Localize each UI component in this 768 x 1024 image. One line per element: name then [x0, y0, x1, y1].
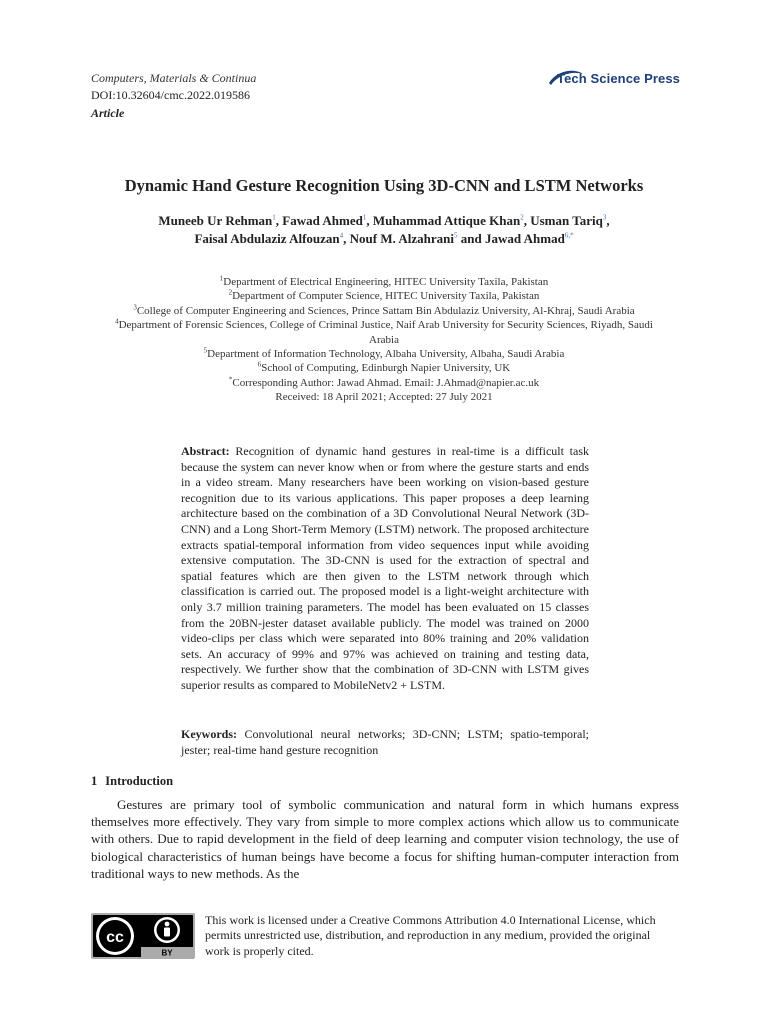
- affiliation-item: [0, 347, 768, 361]
- publisher-name: Tech Science Press: [557, 70, 680, 86]
- author-name: Usman Tariq: [530, 213, 603, 228]
- doi-link[interactable]: DOI:10.32604/cmc.2022.019586: [91, 88, 250, 102]
- affiliation-text: College of Computer Engineering and Sciences, Prince Sattam Bin Abdulaziz University, Al-Khraj, Saudi Arabia: [136, 304, 635, 317]
- affiliation-list: [0, 275, 768, 405]
- affiliation-number: 2: [228, 288, 233, 297]
- author-separator: and: [457, 231, 485, 246]
- author-separator: ,: [523, 213, 531, 228]
- author-name: Muneeb Ur Rehman: [158, 213, 273, 228]
- section-heading-introduction: [91, 774, 173, 789]
- journal-name: Computers, Materials & Continua: [91, 71, 257, 85]
- author-list: [0, 212, 768, 248]
- affiliation-number: 3: [133, 303, 137, 312]
- license-footer: [91, 913, 675, 959]
- keywords-label: Keywords:: [181, 727, 237, 741]
- affiliation-number: 4: [115, 317, 119, 326]
- author-separator: ,: [343, 231, 350, 246]
- affiliation-number: 1: [219, 274, 224, 283]
- author-name: Faisal Abdulaziz Alfouzan: [194, 231, 340, 246]
- affiliation-item: [0, 361, 768, 375]
- affiliation-number: 5: [203, 346, 208, 355]
- affiliation-mark[interactable]: 2: [520, 213, 524, 222]
- article-type: Article: [91, 106, 125, 120]
- affiliation-item: [0, 304, 768, 318]
- author-separator: ,: [275, 213, 283, 228]
- corresponding-author[interactable]: [0, 376, 768, 390]
- introduction-paragraph: Gestures are primary tool of symbolic communication and natural form in which humans express themselves more effectively. They vary from simple to more complex actions which allow us to communicate with others. Due to rapid development in the field of deep learning and computer vision technology, the use of biological characteristics of human beings have become a focus for shifting human-computer interaction from traditional ways to new methods. As the: [91, 797, 679, 881]
- author-separator: ,: [366, 213, 373, 228]
- affiliation-mark[interactable]: 6,*: [564, 231, 574, 240]
- affiliation-text: Department of Computer Science, HITEC University Taxila, Pakistan: [232, 290, 540, 303]
- abstract: [181, 444, 589, 694]
- author-name: Muhammad Attique Khan: [372, 213, 521, 228]
- received-accepted-dates: Received: 18 April 2021; Accepted: 27 July 2021: [275, 391, 493, 404]
- affiliation-mark[interactable]: 3: [602, 213, 607, 222]
- affiliation-mark[interactable]: 4: [339, 231, 344, 240]
- affiliation-number: *: [228, 375, 233, 384]
- affiliation-item: [0, 275, 768, 289]
- author-name: Fawad Ahmed: [282, 213, 363, 228]
- affiliation-mark[interactable]: 1: [362, 213, 367, 222]
- paper-title: Dynamic Hand Gesture Recognition Using 3D-CNN and LSTM Networks: [124, 176, 644, 195]
- cc-by-icon[interactable]: [91, 913, 195, 959]
- by-label: BY: [161, 948, 173, 958]
- license-text: This work is licensed under a Creative Commons Attribution 4.0 International License, which permits unrestricted use, distribution, and reproduction in any medium, provided the original work is properly cited.: [205, 913, 656, 958]
- affiliation-text: Department of Information Technology, Albaha University, Albaha, Saudi Arabia: [207, 348, 565, 361]
- affiliation-mark[interactable]: 5: [454, 231, 458, 240]
- publisher-logo: [547, 68, 680, 88]
- author-separator: ,: [606, 213, 610, 228]
- section-title: Introduction: [105, 774, 174, 788]
- affiliation-text: School of Computing, Edinburgh Napier University, UK: [261, 362, 511, 375]
- corresponding-author-text: Corresponding Author: Jawad Ahmad. Email: J.Ahmad@napier.ac.uk: [232, 376, 540, 389]
- keywords: [181, 727, 589, 758]
- affiliation-number: 6: [257, 360, 262, 369]
- author-name: Nouf M. Alzahrani: [349, 231, 455, 246]
- affiliation-item: [0, 318, 768, 347]
- author-name: Jawad Ahmad: [484, 231, 565, 246]
- affiliation-text: Department of Electrical Engineering, HITEC University Taxila, Pakistan: [223, 276, 549, 288]
- cc-symbol: cc: [106, 929, 124, 946]
- section-number: 1: [91, 774, 98, 788]
- affiliation-mark[interactable]: 1: [272, 213, 276, 222]
- affiliation-text: Department of Forensic Sciences, College of Criminal Justice, Naif Arab University for Security Sciences, Riyadh, Saudi Arabia: [118, 319, 653, 346]
- abstract-text: Recognition of dynamic hand gestures in real-time is a difficult task because the system can never know when or from where the gesture starts and ends in a video stream. Many researchers have been working on vision-based gesture recognition due to its various applications. This paper proposes a deep learning architecture based on the combination of a 3D Convolutional Neural Network (3D-CNN) and a Long Short-Term Memory (LSTM) network. The proposed architecture extracts spatial-temporal information from video sequences input while avoiding extensive computation. The 3D-CNN is used for the extraction of spectral and spatial features which are then given to the LSTM network through which classification is carried out. The proposed model is a light-weight architecture with only 3.7 million training parameters. The model has been evaluated on 15 classes from the 20BN-jester dataset available publicly. The model was trained on 2000 video-clips per class which were separated into 80% training and 20% validation sets. An accuracy of 99% and 97% was achieved on training and testing data, respectively. We further show that the combination of 3D-CNN with LSTM gives superior results as compared to MobileNetv2 + LSTM.: [181, 444, 589, 692]
- affiliation-item: [0, 289, 768, 303]
- abstract-label: Abstract:: [181, 444, 230, 458]
- keywords-text: Convolutional neural networks; 3D-CNN; LSTM; spatio-temporal; jester; real-time hand gesture recognition: [181, 727, 589, 757]
